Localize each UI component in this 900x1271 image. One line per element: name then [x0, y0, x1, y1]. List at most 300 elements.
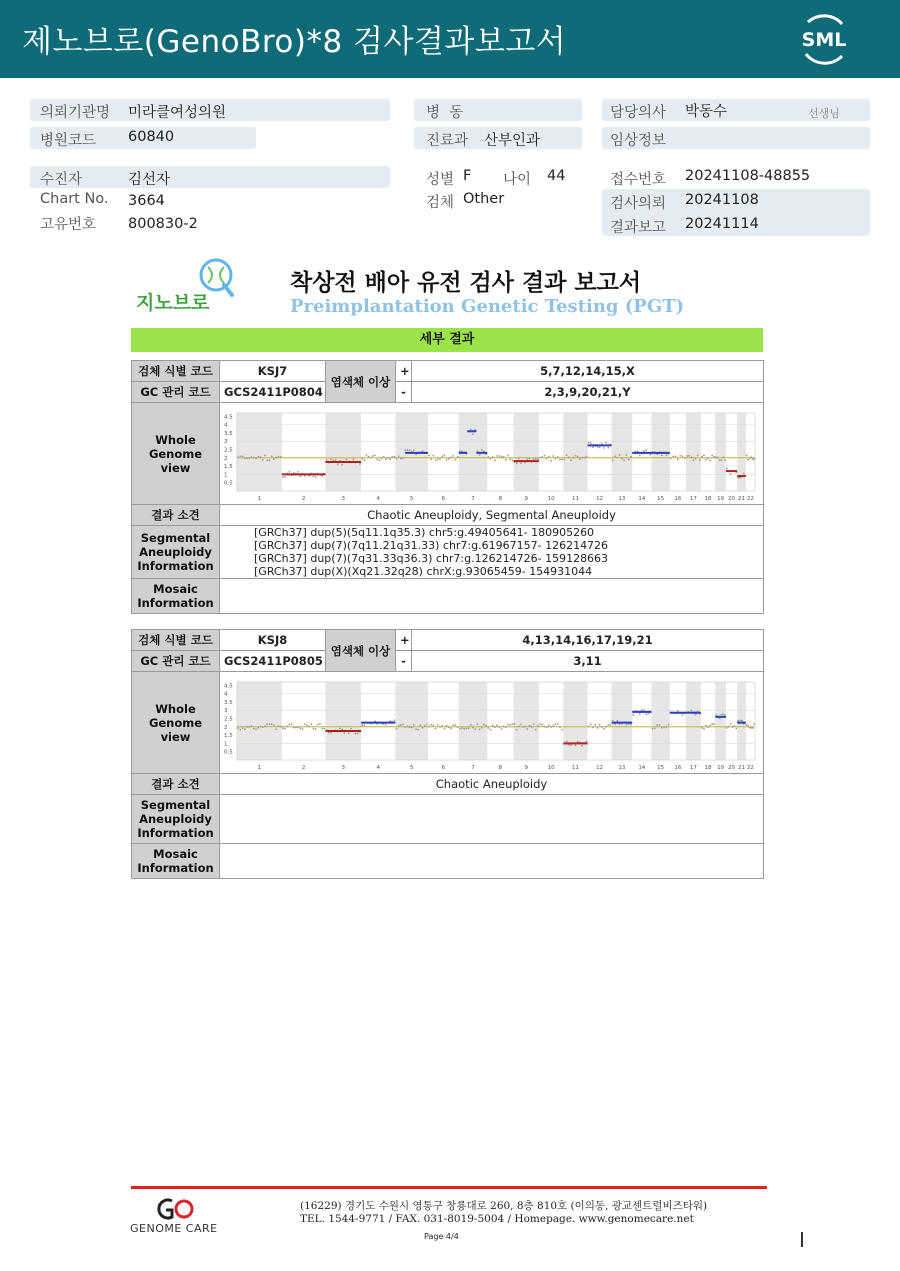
- data-point: [544, 725, 546, 727]
- y-tick-label: 3.5: [224, 699, 233, 706]
- data-point: [246, 725, 248, 727]
- data-point: [237, 727, 239, 729]
- seg-label-line: Information: [137, 559, 214, 573]
- data-point: [385, 458, 387, 460]
- data-point: [512, 723, 514, 725]
- data-point: [284, 476, 286, 478]
- data-point: [406, 449, 408, 451]
- data-point: [693, 459, 695, 461]
- x-tick-label: 21: [738, 764, 746, 771]
- data-point: [535, 728, 537, 730]
- data-point: [323, 727, 325, 729]
- section-header: 세부 결과: [131, 328, 763, 352]
- x-tick-label: 3: [341, 495, 346, 502]
- data-point: [619, 454, 621, 456]
- data-point: [494, 459, 496, 461]
- y-tick-label: 3.5: [224, 430, 233, 437]
- data-point: [753, 458, 755, 460]
- data-point: [548, 724, 550, 726]
- data-point: [257, 456, 259, 458]
- data-point: [343, 732, 345, 734]
- examinee-label: 수진자: [40, 172, 83, 188]
- data-point: [483, 723, 485, 725]
- y-tick-label: 2: [224, 455, 228, 462]
- data-point: [682, 455, 684, 457]
- data-point: [630, 455, 632, 457]
- data-point: [707, 457, 709, 459]
- specimen-value: Other: [463, 191, 505, 207]
- data-point: [713, 723, 715, 725]
- data-point: [581, 744, 583, 746]
- data-point: [505, 458, 507, 460]
- data-point: [709, 724, 711, 726]
- x-tick-label: 1: [257, 495, 262, 502]
- data-point: [299, 727, 301, 729]
- doctor-suffix: 선생님: [808, 107, 840, 120]
- y-tick-label: 1: [224, 471, 228, 478]
- data-point: [728, 725, 730, 727]
- data-point: [361, 457, 363, 459]
- data-point: [626, 723, 628, 725]
- data-point: [415, 728, 417, 730]
- data-point: [715, 456, 717, 458]
- specimen-code-value: KSJ8: [220, 630, 326, 651]
- department-label: 진료과: [426, 133, 469, 149]
- data-point: [537, 724, 539, 726]
- wgv-label-line: view: [160, 460, 191, 475]
- data-point: [509, 723, 511, 725]
- report-date-label: 결과보고: [610, 220, 667, 236]
- data-point: [526, 458, 528, 460]
- data-point: [465, 727, 467, 729]
- data-point: [244, 457, 246, 459]
- data-point: [357, 732, 359, 734]
- hospital-code-label: 병원코드: [40, 133, 97, 149]
- data-point: [690, 456, 692, 458]
- data-point: [721, 713, 723, 715]
- y-tick-label: 0.5: [224, 480, 233, 487]
- data-point: [441, 724, 443, 726]
- x-tick-label: 6: [441, 495, 446, 502]
- data-point: [474, 728, 476, 730]
- gc-code-value: GCS2411P0805: [220, 651, 326, 672]
- data-point: [645, 449, 647, 451]
- data-point: [701, 727, 703, 729]
- data-point: [396, 457, 398, 459]
- data-point: [496, 724, 498, 726]
- seg-label: [132, 526, 220, 579]
- data-point: [481, 726, 483, 728]
- data-point: [487, 727, 489, 729]
- data-point: [621, 457, 623, 459]
- data-point: [616, 719, 618, 721]
- x-tick-label: 16: [674, 495, 682, 502]
- gc-code-label: GC 관리 코드: [132, 651, 220, 672]
- data-point: [732, 726, 734, 728]
- data-point: [612, 719, 614, 721]
- data-point: [374, 454, 376, 456]
- genome-plot: [220, 674, 760, 772]
- data-point: [439, 726, 441, 728]
- data-point: [711, 723, 713, 725]
- data-point: [237, 456, 239, 458]
- data-point: [601, 726, 603, 728]
- data-point: [546, 457, 548, 459]
- data-point: [724, 459, 726, 461]
- data-point: [579, 458, 581, 460]
- seg-value: [220, 526, 764, 579]
- data-point: [428, 454, 430, 456]
- x-tick-label: 19: [717, 495, 725, 502]
- data-point: [411, 726, 413, 728]
- gc-code-value: GCS2411P0804: [220, 382, 326, 403]
- data-point: [444, 727, 446, 729]
- data-point: [603, 727, 605, 729]
- mosaic-value: [220, 579, 764, 614]
- data-point: [437, 723, 439, 725]
- data-point: [315, 728, 317, 730]
- loss-value: 3,11: [412, 651, 764, 672]
- age-label: 나이: [503, 172, 532, 188]
- report-title: 착상전 배아 유전 검사 결과 보고서: [290, 270, 642, 296]
- x-tick-label: 13: [618, 764, 626, 771]
- data-point: [749, 726, 751, 728]
- y-tick-label: 2.5: [224, 716, 233, 723]
- data-point: [348, 732, 350, 734]
- data-point: [526, 728, 528, 730]
- data-point: [275, 456, 277, 458]
- data-point: [590, 442, 592, 444]
- data-point: [605, 441, 607, 443]
- y-tick-label: 1.5: [224, 732, 233, 739]
- data-point: [452, 454, 454, 456]
- data-point: [724, 714, 726, 716]
- data-point: [255, 457, 257, 459]
- data-point: [430, 723, 432, 725]
- data-point: [695, 713, 697, 715]
- y-tick-label: 4.5: [224, 413, 233, 420]
- data-point: [599, 446, 601, 448]
- seg-line: [GRCh37] dup(X)(Xq21.32q28) chrX:g.93065459- 154931044: [254, 565, 593, 578]
- data-point: [661, 454, 663, 456]
- y-tick-label: 1.5: [224, 463, 233, 470]
- page-number: Page 4/4: [424, 1232, 459, 1241]
- specimen-label: 검체: [426, 195, 455, 211]
- data-point: [715, 713, 717, 715]
- data-point: [355, 732, 357, 734]
- genome-care-logo-icon: [150, 1196, 200, 1222]
- genome-plot: [220, 405, 760, 503]
- result-table-1: [131, 360, 764, 614]
- data-point: [561, 728, 563, 730]
- data-point: [398, 455, 400, 457]
- x-tick-label: 9: [524, 495, 528, 502]
- data-point: [654, 727, 656, 729]
- data-point: [273, 458, 275, 460]
- data-point: [439, 458, 441, 460]
- y-tick-label: 1: [224, 740, 228, 747]
- data-point: [284, 727, 286, 729]
- data-point: [649, 453, 651, 455]
- genobro-logo-icon: [132, 255, 247, 317]
- data-point: [404, 726, 406, 728]
- data-point: [297, 471, 299, 473]
- data-point: [326, 458, 328, 460]
- chart-label: Chart No.: [40, 191, 109, 207]
- data-point: [557, 723, 559, 725]
- specimen-code-label: 검체 식별 코드: [132, 630, 220, 651]
- data-point: [546, 726, 548, 728]
- data-point: [400, 457, 402, 459]
- x-tick-label: 4: [376, 495, 380, 502]
- data-point: [641, 709, 643, 711]
- doctor-value: 박동수: [685, 104, 728, 120]
- x-tick-label: 17: [689, 764, 697, 771]
- x-tick-label: 8: [498, 495, 503, 502]
- data-point: [490, 728, 492, 730]
- data-point: [299, 475, 301, 477]
- data-point: [632, 713, 634, 715]
- data-point: [419, 724, 421, 726]
- data-point: [341, 463, 343, 465]
- gain-sign: +: [396, 361, 412, 382]
- data-point: [566, 740, 568, 742]
- data-point: [304, 723, 306, 725]
- x-tick-label: 22: [746, 495, 754, 502]
- data-point: [372, 455, 374, 457]
- data-point: [647, 712, 649, 714]
- data-point: [275, 728, 277, 730]
- data-point: [703, 727, 705, 729]
- data-point: [257, 726, 259, 728]
- data-point: [656, 724, 658, 726]
- data-point: [376, 458, 378, 460]
- x-tick-label: 22: [746, 764, 754, 771]
- data-point: [507, 454, 509, 456]
- seg-label-line: Aneuploidy: [139, 545, 212, 559]
- data-point: [652, 727, 654, 729]
- x-tick-label: 18: [704, 495, 712, 502]
- data-point: [559, 458, 561, 460]
- seg-label-line: Aneuploidy: [139, 812, 212, 826]
- data-point: [255, 728, 257, 730]
- x-tick-label: 3: [341, 764, 346, 771]
- data-point: [359, 463, 361, 465]
- y-tick-label: 4.5: [224, 682, 233, 689]
- data-point: [709, 459, 711, 461]
- contact-line: TEL. 1544-9771 / FAX. 031-8019-5004 / Homepage. www.genomecare.net: [300, 1213, 694, 1225]
- gain-sign: +: [396, 630, 412, 651]
- data-point: [470, 428, 472, 430]
- data-point: [703, 454, 705, 456]
- data-point: [330, 731, 332, 733]
- data-point: [308, 725, 310, 727]
- examinee-row-bg: [30, 166, 390, 188]
- data-point: [313, 475, 315, 477]
- data-point: [726, 467, 728, 469]
- data-point: [552, 724, 554, 726]
- data-point: [368, 455, 370, 457]
- x-tick-label: 19: [717, 764, 725, 771]
- data-point: [592, 446, 594, 448]
- data-point: [242, 455, 244, 457]
- institution-label: 의뢰기관명: [40, 105, 111, 121]
- data-point: [297, 726, 299, 728]
- data-point: [385, 723, 387, 725]
- x-tick-label: 5: [409, 764, 414, 771]
- data-point: [733, 725, 735, 727]
- data-point: [564, 458, 566, 460]
- report-header: [0, 0, 900, 78]
- data-point: [586, 740, 588, 742]
- age-value: 44: [547, 168, 566, 184]
- data-point: [663, 726, 665, 728]
- data-point: [623, 459, 625, 461]
- data-point: [645, 713, 647, 715]
- y-tick-label: 3: [224, 707, 228, 714]
- data-point: [428, 725, 430, 727]
- data-point: [404, 449, 406, 451]
- data-point: [278, 725, 280, 727]
- data-point: [363, 724, 365, 726]
- data-point: [498, 726, 500, 728]
- specimen-code-value: KSJ7: [220, 361, 326, 382]
- data-point: [722, 713, 724, 715]
- data-point: [722, 456, 724, 458]
- receipt-label: 접수번호: [610, 172, 667, 188]
- report-subtitle: Preimplantation Genetic Testing (PGT): [290, 296, 685, 317]
- data-point: [544, 454, 546, 456]
- data-point: [566, 454, 568, 456]
- data-point: [271, 455, 273, 457]
- data-point: [289, 723, 291, 725]
- x-tick-label: 8: [498, 764, 503, 771]
- data-point: [599, 723, 601, 725]
- data-point: [746, 723, 748, 725]
- wgv-label-line: Whole: [155, 701, 196, 716]
- data-point: [398, 725, 400, 727]
- data-point: [575, 744, 577, 746]
- data-point: [501, 455, 503, 457]
- x-tick-label: 11: [571, 495, 579, 502]
- data-point: [684, 456, 686, 458]
- data-point: [605, 725, 607, 727]
- data-point: [295, 726, 297, 728]
- y-tick-label: 2: [224, 724, 228, 731]
- data-point: [413, 724, 415, 726]
- data-point: [498, 455, 500, 457]
- data-point: [596, 726, 598, 728]
- data-point: [444, 454, 446, 456]
- data-point: [616, 456, 618, 458]
- x-tick-label: 9: [524, 764, 528, 771]
- x-tick-label: 15: [657, 764, 665, 771]
- data-point: [557, 456, 559, 458]
- clinical-label: 임상정보: [610, 133, 667, 149]
- chrom-abn-label: 염색체 이상: [326, 361, 396, 403]
- data-point: [747, 724, 749, 726]
- data-point: [406, 725, 408, 727]
- data-point: [670, 457, 672, 459]
- y-tick-label: 2.5: [224, 447, 233, 454]
- data-point: [516, 728, 518, 730]
- x-tick-label: 4: [376, 764, 380, 771]
- data-point: [346, 458, 348, 460]
- data-point: [518, 457, 520, 459]
- data-point: [659, 724, 661, 726]
- x-tick-label: 5: [409, 495, 414, 502]
- data-point: [260, 725, 262, 727]
- data-point: [588, 725, 590, 727]
- data-point: [251, 725, 253, 727]
- genome-plot-wrap: [220, 405, 760, 503]
- data-point: [686, 455, 688, 457]
- data-point: [503, 455, 505, 457]
- data-point: [539, 723, 541, 725]
- data-point: [352, 458, 354, 460]
- data-point: [570, 459, 572, 461]
- mosaic-label-line: Mosaic: [153, 582, 198, 596]
- loss-sign: -: [396, 651, 412, 672]
- data-point: [555, 723, 557, 725]
- data-point: [282, 476, 284, 478]
- data-point: [699, 459, 701, 461]
- data-point: [242, 727, 244, 729]
- data-point: [454, 724, 456, 726]
- data-point: [697, 454, 699, 456]
- wgv-label-line: Whole: [155, 432, 196, 447]
- x-tick-label: 11: [571, 764, 579, 771]
- data-point: [612, 459, 614, 461]
- data-point: [550, 725, 552, 727]
- data-point: [409, 726, 411, 728]
- doctor-label: 담당의사: [610, 105, 667, 121]
- data-point: [701, 455, 703, 457]
- data-point: [378, 459, 380, 461]
- data-point: [753, 723, 755, 725]
- wgv-label-line: Genome: [148, 446, 203, 461]
- data-point: [726, 727, 728, 729]
- data-point: [389, 458, 391, 460]
- data-point: [503, 725, 505, 727]
- data-point: [750, 456, 752, 458]
- data-point: [393, 455, 395, 457]
- data-point: [387, 457, 389, 459]
- data-point: [707, 726, 709, 728]
- sex-label: 성별: [426, 172, 455, 188]
- data-point: [628, 458, 630, 460]
- data-point: [315, 476, 317, 478]
- data-point: [677, 458, 679, 460]
- data-point: [695, 457, 697, 459]
- data-point: [417, 728, 419, 730]
- data-point: [437, 458, 439, 460]
- unique-label: 고유번호: [40, 217, 97, 233]
- data-point: [485, 724, 487, 726]
- result-table-2: [131, 629, 764, 879]
- data-point: [253, 456, 255, 458]
- data-point: [730, 473, 732, 475]
- data-point: [426, 723, 428, 725]
- data-point: [643, 709, 645, 711]
- seg-label: [132, 795, 220, 844]
- data-point: [450, 456, 452, 458]
- data-point: [552, 455, 554, 457]
- data-point: [637, 450, 639, 452]
- data-point: [381, 457, 383, 459]
- data-point: [248, 457, 250, 459]
- data-point: [457, 456, 459, 458]
